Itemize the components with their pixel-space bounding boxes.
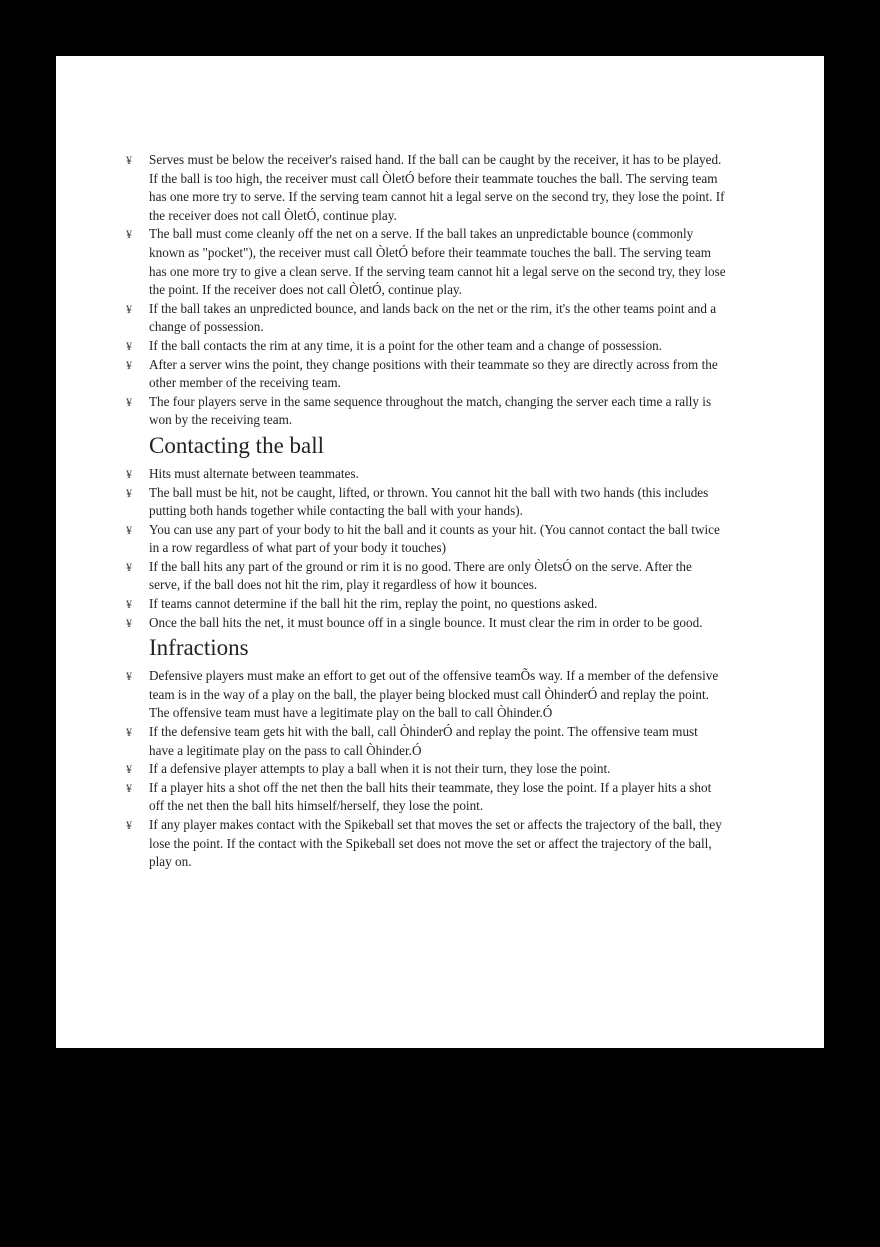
bullet-icon: ¥ xyxy=(126,818,132,832)
list-item: ¥ The four players serve in the same sequence throughout the match, changing the server each time a rally is won by the receiving team. xyxy=(126,393,712,428)
bullet-icon: ¥ xyxy=(126,559,132,574)
document-content xyxy=(126,151,726,872)
bullet-icon: ¥ xyxy=(126,301,132,316)
bullet-icon: ¥ xyxy=(126,357,132,372)
bullet-icon: ¥ xyxy=(126,780,132,795)
bullet-icon: ¥ xyxy=(126,153,132,167)
list-item: ¥ If a player hits a shot off the net then the ball hits their teammate, they lose the point. If a player hits a shot off the net then the ball hits himself/herself, they lose the point. xyxy=(126,779,712,814)
bullet-icon: ¥ xyxy=(126,485,132,500)
contacting-rules-list xyxy=(126,465,726,632)
list-item: ¥ The ball must come cleanly off the net on a serve. If the ball takes an unpredictable bounce (commonly known as "pocket"), the receiver must call ÒletÓ before their teammate touches the ball. The serving team has one more try to give a clean serve. If the serving team cannot hit a legal serve on the second try, they lose the point. If the receiver does not call ÒletÓ, continue play. xyxy=(126,226,726,298)
list-item: ¥ If teams cannot determine if the ball hit the rim, replay the point, no questions asked. xyxy=(126,595,726,614)
list-item: ¥ Defensive players must make an effort to get out of the offensive teamÕs way. If a member of the defensive team is in the way of a play on the ball, the player being blocked must call ÒhinderÓ and replay the point. The offensive team must have a legitimate play on the ball to call Òhinder.Ó xyxy=(126,668,719,721)
bullet-icon: ¥ xyxy=(126,597,132,612)
bullet-icon: ¥ xyxy=(126,615,132,630)
list-item: ¥ Hits must alternate between teammates. xyxy=(126,465,726,484)
list-item: ¥ Serves must be below the receiver's raised hand. If the ball can be caught by the receiver, it has to be played. If the ball is too high, the receiver must call ÒletÓ before their teammate touches the ball. The serving team has one more try to serve. If the serving team cannot hit a legal serve on the second try, they lose the point. If the receiver does not call ÒletÓ, continue play. xyxy=(126,152,725,223)
list-item: ¥ Once the ball hits the net, it must bounce off in a single bounce. It must clear the rim in order to be good. xyxy=(126,614,726,633)
bullet-icon: ¥ xyxy=(126,394,132,409)
bullet-icon: ¥ xyxy=(126,466,132,481)
bullet-icon: ¥ xyxy=(126,338,132,353)
section-heading-infractions: Infractions xyxy=(149,635,249,661)
list-item: ¥ You can use any part of your body to hit the ball and it counts as your hit. (You cannot contact the ball twice in a row regardless of what part of your body it touches) xyxy=(126,521,720,556)
list-item: ¥ The ball must be hit, not be caught, lifted, or thrown. You cannot hit the ball with two hands (this includes putting both hands together while contacting the ball with your hands). xyxy=(126,484,709,519)
bullet-icon: ¥ xyxy=(126,522,132,537)
bullet-icon: ¥ xyxy=(126,227,132,242)
list-item: ¥ If the defensive team gets hit with the ball, call ÒhinderÓ and replay the point. The offensive team must have a legitimate play on the pass to call Òhinder.Ó xyxy=(126,724,698,758)
bullet-icon: ¥ xyxy=(126,762,132,777)
list-item: ¥ If a defensive player attempts to play a ball when it is not their turn, they lose the point. xyxy=(126,760,726,779)
document-page xyxy=(56,56,824,1048)
section-heading-contacting: Contacting the ball xyxy=(149,432,325,458)
bullet-icon: ¥ xyxy=(126,725,132,740)
list-item: ¥ If the ball hits any part of the ground or rim it is no good. There are only ÒletsÓ on the serve. After the serve, if the ball does not hit the rim, play it regardless of how it bounces. xyxy=(126,558,692,593)
list-item: ¥ If the ball takes an unpredicted bounce, and lands back on the net or the rim, it's the other teams point and a change of possession. xyxy=(126,300,717,335)
serve-rules-list xyxy=(126,151,726,430)
list-item: ¥ After a server wins the point, they change positions with their teammate so they are directly across from the other member of the receiving team. xyxy=(126,356,718,391)
bullet-icon: ¥ xyxy=(126,669,132,684)
infractions-rules-list xyxy=(126,667,726,872)
list-item: ¥ If the ball contacts the rim at any time, it is a point for the other team and a change of possession. xyxy=(126,337,726,356)
list-item: ¥ If any player makes contact with the Spikeball set that moves the set or affects the trajectory of the ball, they lose the point. If the contact with the Spikeball set does not move the set or affect the trajectory of the ball, play on. xyxy=(126,817,722,870)
